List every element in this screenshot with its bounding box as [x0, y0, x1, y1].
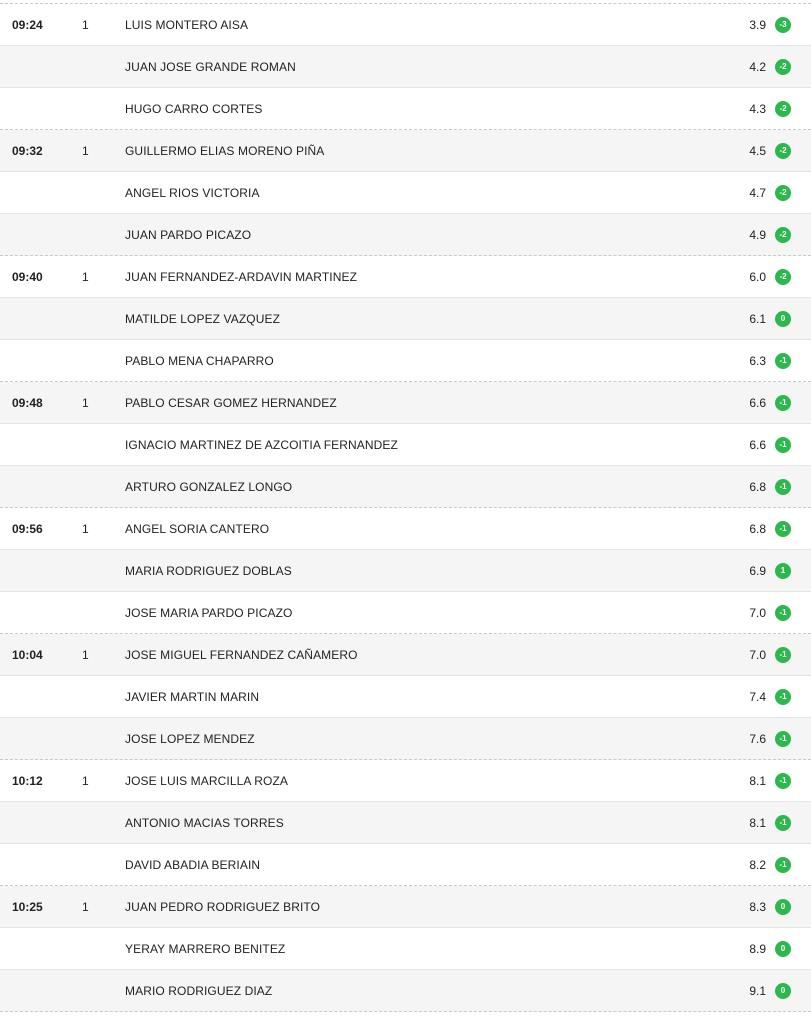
- player-row[interactable]: [0, 46, 811, 88]
- player-name: JUAN PARDO PICAZO: [125, 228, 252, 242]
- player-row[interactable]: [0, 256, 811, 298]
- player-name: LUIS MONTERO AISA: [125, 18, 249, 32]
- handicap-value: 4.2: [749, 60, 766, 74]
- player-name: IGNACIO MARTINEZ DE AZCOITIA FERNANDEZ: [125, 438, 398, 452]
- player-name: ANGEL RIOS VICTORIA: [125, 186, 260, 200]
- tee-time: 09:24: [12, 18, 43, 32]
- player-row[interactable]: [0, 88, 811, 130]
- player-row[interactable]: [0, 4, 811, 46]
- player-row[interactable]: [0, 340, 811, 382]
- handicap-value: 9.1: [749, 984, 766, 998]
- handicap-change-badge: 1: [775, 563, 791, 579]
- handicap-value: 3.9: [749, 18, 766, 32]
- handicap-change-badge: -2: [775, 185, 791, 201]
- player-name: ARTURO GONZALEZ LONGO: [125, 480, 293, 494]
- handicap-change-badge: -1: [775, 689, 791, 705]
- handicap-value: 6.6: [749, 396, 766, 410]
- player-name: JOSE LUIS MARCILLA ROZA: [125, 774, 289, 788]
- player-row[interactable]: [0, 172, 811, 214]
- tee-time: 09:40: [12, 270, 43, 284]
- round-number: 1: [82, 648, 89, 662]
- handicap-value: 6.8: [749, 480, 766, 494]
- handicap-value: 6.9: [749, 564, 766, 578]
- player-row[interactable]: [0, 508, 811, 550]
- handicap-change-badge: 0: [775, 899, 791, 915]
- player-row[interactable]: [0, 550, 811, 592]
- player-name: JUAN PEDRO RODRIGUEZ BRITO: [125, 900, 321, 914]
- handicap-change-badge: -1: [775, 731, 791, 747]
- player-row[interactable]: [0, 466, 811, 508]
- handicap-change-badge: -3: [775, 17, 791, 33]
- tee-time: 10:04: [12, 648, 43, 662]
- handicap-value: 7.0: [749, 648, 766, 662]
- player-name: PABLO MENA CHAPARRO: [125, 354, 274, 368]
- round-number: 1: [82, 18, 89, 32]
- handicap-change-badge: 0: [775, 941, 791, 957]
- handicap-change-badge: -1: [775, 857, 791, 873]
- handicap-value: 4.9: [749, 228, 766, 242]
- handicap-value: 8.1: [749, 816, 766, 830]
- handicap-value: 8.3: [749, 900, 766, 914]
- handicap-change-badge: -1: [775, 437, 791, 453]
- round-number: 1: [82, 774, 89, 788]
- handicap-value: 7.4: [749, 690, 766, 704]
- player-name: DAVID ABADIA BERIAIN: [125, 858, 261, 872]
- tee-time: 09:56: [12, 522, 43, 536]
- player-name: JAVIER MARTIN MARIN: [125, 690, 260, 704]
- round-number: 1: [82, 522, 89, 536]
- handicap-change-badge: -2: [775, 227, 791, 243]
- player-row[interactable]: [0, 886, 811, 928]
- player-row[interactable]: [0, 424, 811, 466]
- player-row[interactable]: [0, 802, 811, 844]
- handicap-change-badge: -1: [775, 605, 791, 621]
- handicap-change-badge: -1: [775, 479, 791, 495]
- player-name: MARIO RODRIGUEZ DIAZ: [125, 984, 273, 998]
- tee-time: 09:32: [12, 144, 43, 158]
- handicap-change-badge: 0: [775, 983, 791, 999]
- handicap-change-badge: -2: [775, 59, 791, 75]
- tee-time: 09:48: [12, 396, 43, 410]
- player-row[interactable]: [0, 928, 811, 970]
- handicap-value: 6.6: [749, 438, 766, 452]
- player-name: MATILDE LOPEZ VAZQUEZ: [125, 312, 281, 326]
- handicap-change-badge: -2: [775, 143, 791, 159]
- player-row[interactable]: [0, 382, 811, 424]
- player-row[interactable]: [0, 760, 811, 802]
- round-number: 1: [82, 900, 89, 914]
- round-number: 1: [82, 144, 89, 158]
- player-row[interactable]: [0, 634, 811, 676]
- handicap-value: 6.1: [749, 312, 766, 326]
- player-row[interactable]: [0, 844, 811, 886]
- player-name: HUGO CARRO CORTES: [125, 102, 263, 116]
- handicap-value: 7.6: [749, 732, 766, 746]
- handicap-change-badge: -2: [775, 269, 791, 285]
- player-name: JUAN FERNANDEZ-ARDAVIN MARTINEZ: [125, 270, 358, 284]
- handicap-change-badge: -1: [775, 773, 791, 789]
- handicap-value: 6.3: [749, 354, 766, 368]
- tee-times-list: [0, 4, 811, 1012]
- handicap-value: 7.0: [749, 606, 766, 620]
- handicap-change-badge: -1: [775, 353, 791, 369]
- handicap-change-badge: -1: [775, 521, 791, 537]
- player-row[interactable]: [0, 718, 811, 760]
- player-row[interactable]: [0, 970, 811, 1012]
- handicap-change-badge: 0: [775, 311, 791, 327]
- player-row[interactable]: [0, 592, 811, 634]
- handicap-value: 4.5: [749, 144, 766, 158]
- player-row[interactable]: [0, 130, 811, 172]
- player-row[interactable]: [0, 214, 811, 256]
- handicap-value: 8.9: [749, 942, 766, 956]
- player-name: JOSE MARIA PARDO PICAZO: [125, 606, 293, 620]
- player-name: ANGEL SORIA CANTERO: [125, 522, 270, 536]
- tee-time: 10:12: [12, 774, 43, 788]
- player-name: YERAY MARRERO BENITEZ: [125, 942, 286, 956]
- player-name: GUILLERMO ELIAS MORENO PIÑA: [125, 144, 325, 158]
- round-number: 1: [82, 396, 89, 410]
- handicap-change-badge: -1: [775, 647, 791, 663]
- player-row[interactable]: [0, 676, 811, 718]
- player-name: JOSE MIGUEL FERNANDEZ CAÑAMERO: [125, 648, 358, 662]
- handicap-value: 8.2: [749, 858, 766, 872]
- player-name: JUAN JOSE GRANDE ROMAN: [125, 60, 296, 74]
- handicap-change-badge: -1: [775, 815, 791, 831]
- player-row[interactable]: [0, 298, 811, 340]
- tee-time: 10:25: [12, 900, 43, 914]
- player-name: JOSE LOPEZ MENDEZ: [125, 732, 255, 746]
- player-name: ANTONIO MACIAS TORRES: [125, 816, 284, 830]
- handicap-value: 4.3: [749, 102, 766, 116]
- handicap-change-badge: -1: [775, 395, 791, 411]
- handicap-value: 6.0: [749, 270, 766, 284]
- player-name: PABLO CESAR GOMEZ HERNANDEZ: [125, 396, 337, 410]
- handicap-value: 6.8: [749, 522, 766, 536]
- handicap-value: 4.7: [749, 186, 766, 200]
- round-number: 1: [82, 270, 89, 284]
- handicap-value: 8.1: [749, 774, 766, 788]
- player-name: MARIA RODRIGUEZ DOBLAS: [125, 564, 292, 578]
- handicap-change-badge: -2: [775, 101, 791, 117]
